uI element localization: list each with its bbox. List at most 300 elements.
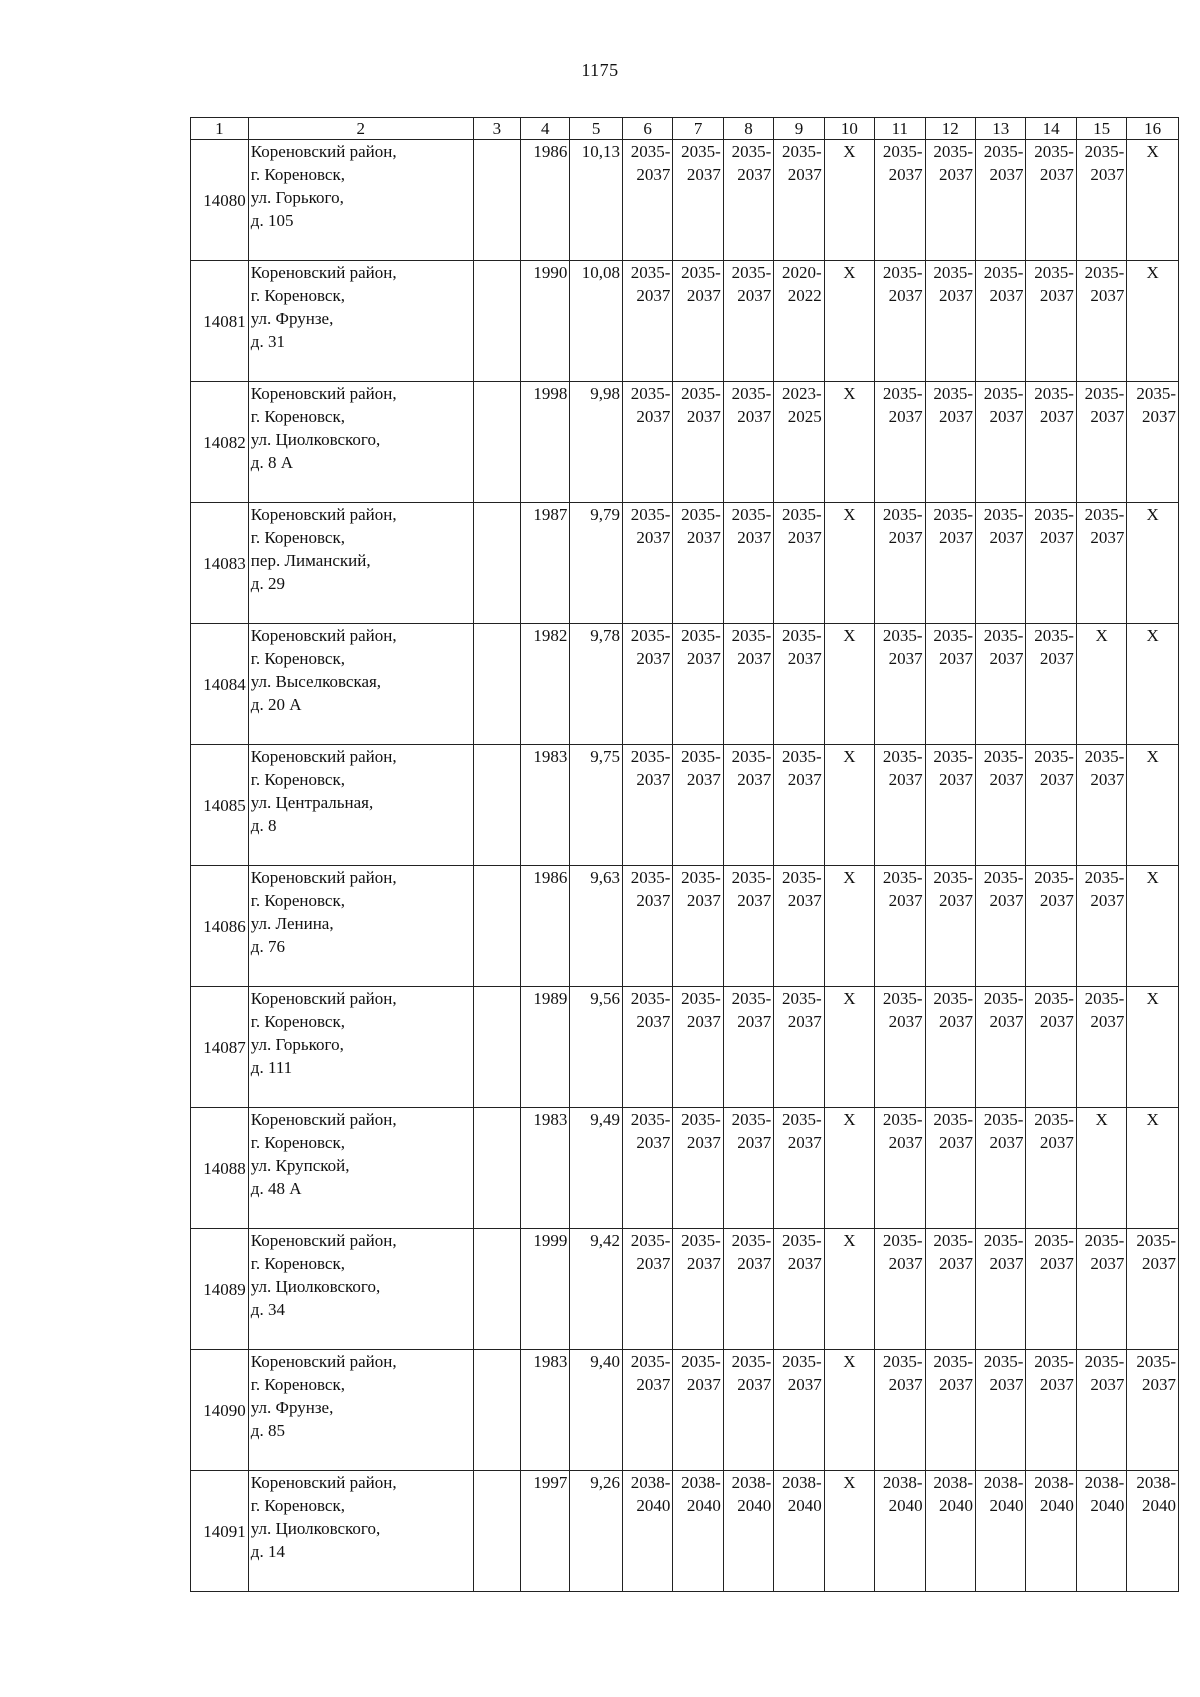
column-3-cell <box>473 1108 520 1229</box>
period-fragment: 2037 <box>1090 1012 1125 1031</box>
value-cell: 10,08 <box>570 261 623 382</box>
period-fragment: 2037 <box>888 891 923 910</box>
period-cell <box>1026 1108 1076 1229</box>
period-fragment: 2037 <box>939 1375 974 1394</box>
table-row <box>191 503 1179 624</box>
period-fragment: 2037 <box>1039 407 1074 426</box>
not-applicable-cell <box>1127 745 1179 866</box>
period-fragment: 2038- <box>1136 1473 1176 1492</box>
address-line: Кореновский район, <box>250 1231 397 1250</box>
address-line: пер. Лиманский, <box>250 551 371 570</box>
page-number: 1175 <box>581 60 619 80</box>
period-fragment: 2037 <box>989 1012 1024 1031</box>
period-fragment: 2035- <box>933 142 974 161</box>
period-fragment: 2037 <box>686 770 721 789</box>
period-cell <box>925 624 975 745</box>
period-cell <box>976 745 1026 866</box>
period-fragment: 2035- <box>1136 1352 1176 1371</box>
period-cell <box>875 382 925 503</box>
address-line: д. 105 <box>250 211 294 230</box>
period-fragment: 2037 <box>989 528 1024 547</box>
period-fragment: 2037 <box>737 165 772 184</box>
period-fragment: 2035- <box>1034 747 1074 766</box>
period-fragment: X <box>843 989 856 1008</box>
period-fragment: 2035- <box>1136 1231 1176 1250</box>
period-fragment: 2035- <box>630 1231 671 1250</box>
period-cell <box>976 1471 1026 1592</box>
period-cell <box>925 745 975 866</box>
period-cell <box>875 503 925 624</box>
period-cell <box>622 1108 672 1229</box>
period-cell <box>723 1229 773 1350</box>
address-line: Кореновский район, <box>250 626 397 645</box>
not-applicable-cell <box>824 745 874 866</box>
period-fragment: 2035- <box>1084 142 1125 161</box>
year-cell: 1983 <box>521 1350 570 1471</box>
column-header-13: 13 <box>976 118 1026 140</box>
address-line: Кореновский район, <box>250 142 397 161</box>
period-fragment: 2035- <box>882 1110 923 1129</box>
period-fragment: 2035- <box>1034 868 1074 887</box>
period-fragment: 2037 <box>636 1012 671 1031</box>
period-cell <box>925 1108 975 1229</box>
period-fragment: 2037 <box>1039 1012 1074 1031</box>
period-fragment: X <box>1095 1110 1108 1129</box>
period-fragment: 2037 <box>989 407 1024 426</box>
period-fragment: 2037 <box>1039 165 1074 184</box>
period-fragment: 2037 <box>888 1254 923 1273</box>
period-cell <box>774 261 824 382</box>
period-cell <box>622 140 672 261</box>
period-fragment: 2040 <box>1090 1496 1125 1515</box>
period-cell <box>673 503 723 624</box>
column-header-3: 3 <box>473 118 520 140</box>
period-fragment: 2037 <box>686 286 721 305</box>
period-fragment: 2035- <box>681 384 721 403</box>
period-fragment: 2037 <box>1142 407 1176 426</box>
period-cell <box>673 866 723 987</box>
column-3-cell <box>473 866 520 987</box>
year-cell: 1982 <box>521 624 570 745</box>
period-fragment: 2037 <box>939 1254 974 1273</box>
period-cell <box>925 1229 975 1350</box>
period-cell <box>723 503 773 624</box>
period-cell <box>976 1229 1026 1350</box>
period-fragment: 2037 <box>939 891 974 910</box>
period-fragment: 2037 <box>989 649 1024 668</box>
period-fragment: 2037 <box>989 1133 1024 1152</box>
period-fragment: 2035- <box>1084 747 1125 766</box>
period-fragment: 2035- <box>983 626 1024 645</box>
year-cell: 1986 <box>521 140 570 261</box>
not-applicable-cell <box>824 1471 874 1592</box>
period-cell <box>774 1350 824 1471</box>
period-fragment: 2035- <box>1034 263 1074 282</box>
period-cell <box>774 987 824 1108</box>
column-header-4: 4 <box>521 118 570 140</box>
not-applicable-cell <box>1127 140 1179 261</box>
period-fragment: 2040 <box>888 1496 923 1515</box>
period-fragment: X <box>843 1473 856 1492</box>
row-number: 14081 <box>191 261 249 382</box>
period-fragment: 2035- <box>882 505 923 524</box>
period-fragment: 2037 <box>787 528 822 547</box>
period-fragment: 2035- <box>882 1231 923 1250</box>
period-fragment: 2037 <box>737 891 772 910</box>
period-fragment: 2037 <box>1090 165 1125 184</box>
period-cell <box>976 503 1026 624</box>
address-cell <box>248 1108 473 1229</box>
period-cell <box>723 866 773 987</box>
period-fragment: X <box>1095 626 1108 645</box>
period-cell <box>622 503 672 624</box>
period-fragment: 2037 <box>737 286 772 305</box>
period-fragment: 2040 <box>787 1496 822 1515</box>
table-row <box>191 382 1179 503</box>
period-cell <box>1076 987 1126 1108</box>
value-cell: 9,78 <box>570 624 623 745</box>
period-fragment: 2025 <box>787 407 822 426</box>
column-header-6: 6 <box>622 118 672 140</box>
table-body <box>191 140 1179 1592</box>
period-fragment: 2037 <box>636 891 671 910</box>
address-cell <box>248 745 473 866</box>
period-cell <box>976 1350 1026 1471</box>
address-line: Кореновский район, <box>250 505 397 524</box>
period-fragment: 2035- <box>731 142 772 161</box>
period-fragment: X <box>843 384 856 403</box>
period-fragment: 2035- <box>731 263 772 282</box>
period-fragment: 2035- <box>983 747 1024 766</box>
period-fragment: 2037 <box>888 407 923 426</box>
period-cell <box>976 1108 1026 1229</box>
address-line: Кореновский район, <box>250 989 397 1008</box>
column-header-10: 10 <box>824 118 874 140</box>
period-fragment: 2037 <box>737 1254 772 1273</box>
period-fragment: 2035- <box>983 1110 1024 1129</box>
row-number: 14088 <box>191 1108 249 1229</box>
address-line: Кореновский район, <box>250 1473 397 1492</box>
period-fragment: 2037 <box>939 286 974 305</box>
period-cell <box>1076 866 1126 987</box>
period-cell <box>1076 382 1126 503</box>
period-cell <box>774 866 824 987</box>
period-cell <box>1127 1350 1179 1471</box>
period-fragment: 2035- <box>983 263 1024 282</box>
year-cell: 1983 <box>521 1108 570 1229</box>
period-fragment: 2035- <box>983 384 1024 403</box>
period-fragment: 2035- <box>933 989 974 1008</box>
period-cell <box>875 1108 925 1229</box>
period-fragment: 2037 <box>686 891 721 910</box>
period-fragment: 2037 <box>686 649 721 668</box>
not-applicable-cell <box>1127 624 1179 745</box>
period-fragment: 2037 <box>1039 286 1074 305</box>
period-cell <box>723 1350 773 1471</box>
address-cell <box>248 140 473 261</box>
period-cell <box>1127 1229 1179 1350</box>
address-line: ул. Циолковского, <box>250 1277 381 1296</box>
period-fragment: 2037 <box>1039 528 1074 547</box>
column-header-2: 2 <box>248 118 473 140</box>
period-fragment: 2037 <box>939 528 974 547</box>
period-fragment: 2035- <box>1084 384 1125 403</box>
period-fragment: 2035- <box>681 142 721 161</box>
year-cell: 1990 <box>521 261 570 382</box>
address-line: ул. Фрунзе, <box>250 1398 334 1417</box>
period-fragment: 2037 <box>939 649 974 668</box>
period-fragment: 2035- <box>983 868 1024 887</box>
period-fragment: 2035- <box>933 747 974 766</box>
period-cell <box>976 866 1026 987</box>
period-fragment: 2035- <box>1084 505 1125 524</box>
column-header-12: 12 <box>925 118 975 140</box>
period-cell <box>925 503 975 624</box>
period-fragment: 2035- <box>1084 1231 1125 1250</box>
period-fragment: 2037 <box>888 1375 923 1394</box>
column-3-cell <box>473 503 520 624</box>
period-cell <box>925 261 975 382</box>
period-fragment: 2037 <box>686 528 721 547</box>
address-cell <box>248 261 473 382</box>
period-fragment: 2035- <box>882 626 923 645</box>
period-fragment: 2038- <box>933 1473 974 1492</box>
period-fragment: 2035- <box>630 142 671 161</box>
address-line: Кореновский район, <box>250 868 397 887</box>
period-fragment: 2037 <box>636 165 671 184</box>
period-cell <box>925 866 975 987</box>
period-fragment: 2035- <box>782 989 822 1008</box>
not-applicable-cell <box>1127 1108 1179 1229</box>
column-header-5: 5 <box>570 118 623 140</box>
not-applicable-cell <box>1127 987 1179 1108</box>
period-fragment: X <box>843 142 856 161</box>
not-applicable-cell <box>824 1350 874 1471</box>
column-header-11: 11 <box>875 118 925 140</box>
year-cell: 1983 <box>521 745 570 866</box>
period-cell <box>1026 140 1076 261</box>
period-fragment: X <box>843 1352 856 1371</box>
period-fragment: 2035- <box>630 263 671 282</box>
period-cell <box>875 1229 925 1350</box>
address-cell <box>248 1229 473 1350</box>
period-fragment: 2040 <box>1142 1496 1176 1515</box>
period-fragment: 2035- <box>983 989 1024 1008</box>
column-3-cell <box>473 987 520 1108</box>
period-cell <box>875 987 925 1108</box>
period-fragment: X <box>1146 868 1159 887</box>
period-cell <box>622 382 672 503</box>
period-fragment: 2035- <box>630 989 671 1008</box>
column-3-cell <box>473 624 520 745</box>
period-fragment: 2035- <box>630 868 671 887</box>
period-fragment: 2037 <box>1039 1254 1074 1273</box>
row-number: 14083 <box>191 503 249 624</box>
period-fragment: 2035- <box>983 142 1024 161</box>
period-cell <box>976 987 1026 1108</box>
period-fragment: 2037 <box>1142 1254 1176 1273</box>
period-fragment: 2035- <box>681 1110 721 1129</box>
period-cell <box>673 261 723 382</box>
not-applicable-cell <box>1076 624 1126 745</box>
period-cell <box>673 987 723 1108</box>
address-cell <box>248 382 473 503</box>
not-applicable-cell <box>824 1229 874 1350</box>
not-applicable-cell <box>824 1108 874 1229</box>
period-cell <box>622 624 672 745</box>
period-fragment: 2037 <box>1090 1254 1125 1273</box>
year-cell: 1997 <box>521 1471 570 1592</box>
period-cell <box>673 1108 723 1229</box>
period-fragment: 2037 <box>939 165 974 184</box>
column-3-cell <box>473 140 520 261</box>
period-fragment: 2038- <box>1084 1473 1125 1492</box>
address-line: г. Кореновск, <box>250 1254 345 1273</box>
period-fragment: 2035- <box>681 263 721 282</box>
period-fragment: 2035- <box>1034 626 1074 645</box>
column-header-9: 9 <box>774 118 824 140</box>
period-cell <box>774 1108 824 1229</box>
period-fragment: 2037 <box>787 891 822 910</box>
period-fragment: X <box>1146 1110 1159 1129</box>
period-fragment: 2035- <box>782 505 822 524</box>
year-cell: 1989 <box>521 987 570 1108</box>
period-fragment: 2037 <box>888 1133 923 1152</box>
period-cell <box>673 1350 723 1471</box>
year-cell: 1999 <box>521 1229 570 1350</box>
period-cell <box>622 745 672 866</box>
value-cell: 9,40 <box>570 1350 623 1471</box>
period-cell <box>723 987 773 1108</box>
period-cell <box>673 745 723 866</box>
address-line: д. 20 А <box>250 695 302 714</box>
period-cell <box>723 624 773 745</box>
column-3-cell <box>473 1471 520 1592</box>
period-fragment: 2040 <box>989 1496 1024 1515</box>
period-fragment: 2035- <box>782 626 822 645</box>
period-fragment: 2037 <box>888 165 923 184</box>
address-line: г. Кореновск, <box>250 1496 345 1515</box>
column-header-14: 14 <box>1026 118 1076 140</box>
period-cell <box>976 382 1026 503</box>
period-fragment: 2023- <box>782 384 822 403</box>
period-cell <box>1076 1229 1126 1350</box>
not-applicable-cell <box>824 866 874 987</box>
row-number: 14090 <box>191 1350 249 1471</box>
period-fragment: X <box>843 626 856 645</box>
period-cell <box>673 1229 723 1350</box>
period-cell <box>723 745 773 866</box>
period-cell <box>774 1229 824 1350</box>
period-cell <box>1127 1471 1179 1592</box>
period-fragment: 2037 <box>939 770 974 789</box>
period-cell <box>976 624 1026 745</box>
row-number: 14086 <box>191 866 249 987</box>
period-fragment: 2037 <box>989 1375 1024 1394</box>
period-fragment: 2035- <box>630 505 671 524</box>
period-fragment: 2035- <box>933 1231 974 1250</box>
period-fragment: 2037 <box>939 1012 974 1031</box>
period-fragment: 2035- <box>882 868 923 887</box>
period-fragment: 2035- <box>731 1110 772 1129</box>
period-cell <box>622 1471 672 1592</box>
period-cell <box>925 987 975 1108</box>
period-fragment: 2035- <box>933 263 974 282</box>
period-cell <box>976 140 1026 261</box>
period-fragment: 2040 <box>686 1496 721 1515</box>
column-header-1: 1 <box>191 118 249 140</box>
column-header-16: 16 <box>1127 118 1179 140</box>
period-fragment: 2035- <box>1084 868 1125 887</box>
period-fragment: 2040 <box>939 1496 974 1515</box>
period-cell <box>774 503 824 624</box>
not-applicable-cell <box>824 140 874 261</box>
period-fragment: X <box>843 1110 856 1129</box>
period-fragment: 2035- <box>882 263 923 282</box>
column-header-15: 15 <box>1076 118 1126 140</box>
period-fragment: 2037 <box>787 1254 822 1273</box>
period-fragment: 2037 <box>686 1012 721 1031</box>
period-fragment: 2037 <box>1039 649 1074 668</box>
period-fragment: 2035- <box>630 384 671 403</box>
table-row <box>191 745 1179 866</box>
period-fragment: 2035- <box>731 868 772 887</box>
period-fragment: 2037 <box>989 770 1024 789</box>
period-fragment: 2035- <box>630 626 671 645</box>
period-fragment: X <box>843 868 856 887</box>
period-fragment: 2037 <box>888 1012 923 1031</box>
period-fragment: 2037 <box>686 407 721 426</box>
period-cell <box>1026 1350 1076 1471</box>
period-cell <box>875 140 925 261</box>
period-fragment: 2035- <box>983 505 1024 524</box>
period-fragment: 2035- <box>782 1352 822 1371</box>
address-line: Кореновский район, <box>250 747 397 766</box>
period-fragment: 2035- <box>1034 505 1074 524</box>
address-line: Кореновский район, <box>250 263 397 282</box>
period-fragment: 2035- <box>1084 989 1125 1008</box>
period-fragment: 2037 <box>1090 407 1125 426</box>
period-cell <box>1026 261 1076 382</box>
address-line: д. 111 <box>250 1058 293 1077</box>
address-line: д. 8 <box>250 816 277 835</box>
column-3-cell <box>473 1229 520 1350</box>
period-fragment: X <box>843 263 856 282</box>
value-cell: 9,63 <box>570 866 623 987</box>
period-fragment: 2038- <box>681 1473 721 1492</box>
period-fragment: 2020- <box>782 263 822 282</box>
period-fragment: 2035- <box>1034 989 1074 1008</box>
table-row <box>191 1108 1179 1229</box>
row-number: 14089 <box>191 1229 249 1350</box>
period-fragment: 2037 <box>1039 1133 1074 1152</box>
year-cell: 1998 <box>521 382 570 503</box>
address-line: д. 14 <box>250 1542 285 1561</box>
header-row <box>191 118 1179 140</box>
period-fragment: 2037 <box>1090 891 1125 910</box>
period-cell <box>875 1350 925 1471</box>
value-cell: 9,98 <box>570 382 623 503</box>
period-fragment: 2035- <box>630 747 671 766</box>
period-cell <box>1127 382 1179 503</box>
address-line: д. 34 <box>250 1300 285 1319</box>
table-row <box>191 866 1179 987</box>
address-line: г. Кореновск, <box>250 1375 345 1394</box>
period-cell <box>875 745 925 866</box>
address-line: Кореновский район, <box>250 1352 397 1371</box>
period-fragment: 2037 <box>888 286 923 305</box>
period-fragment: 2037 <box>686 165 721 184</box>
